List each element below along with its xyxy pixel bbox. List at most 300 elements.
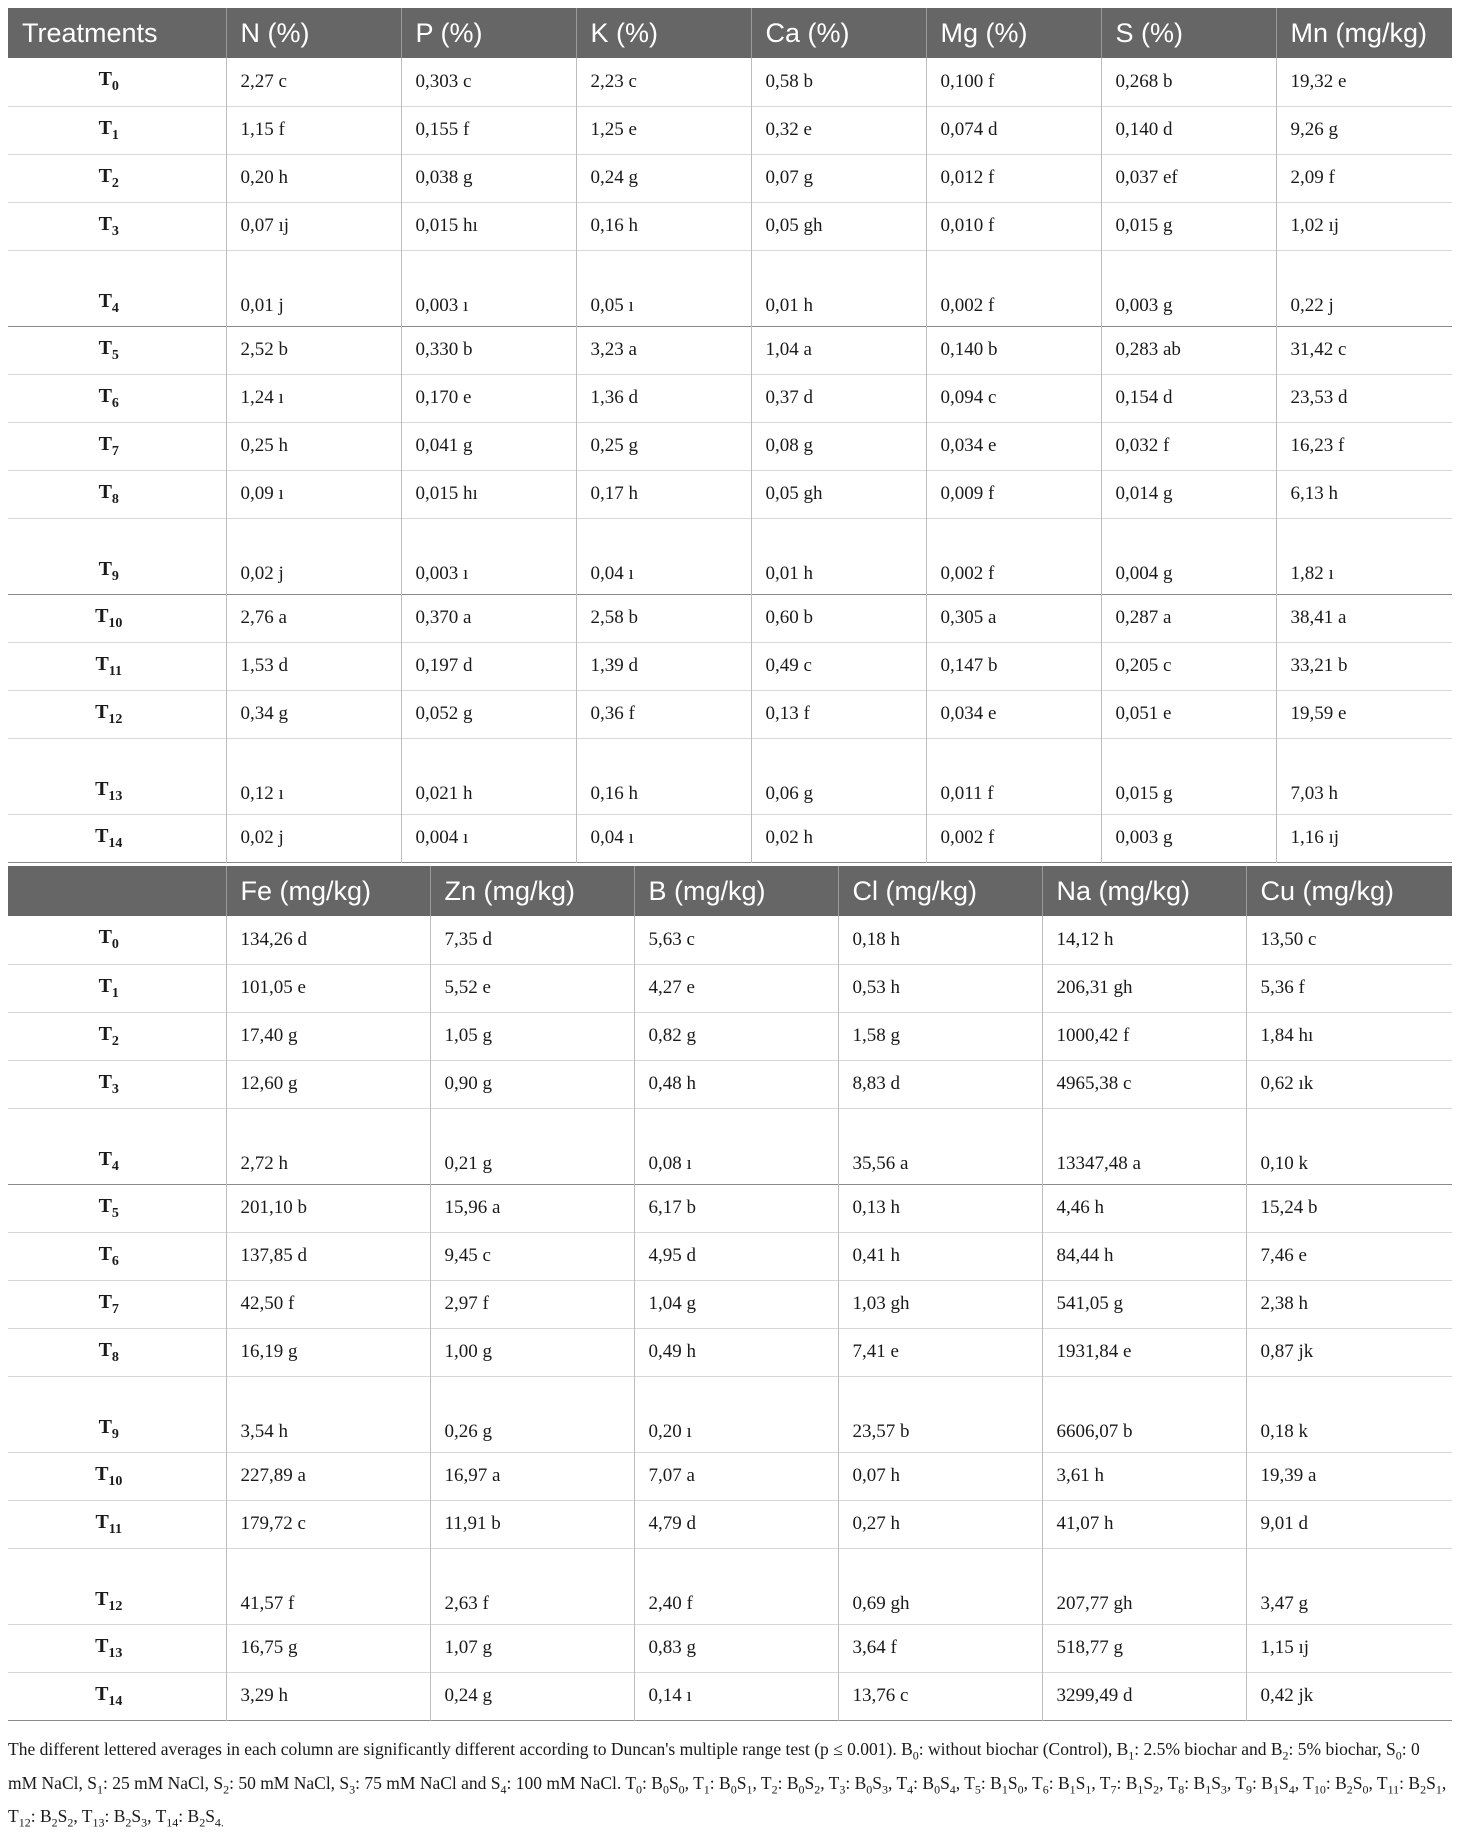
treatment-index: 13 (108, 1645, 123, 1661)
table-row (8, 916, 1452, 964)
table-cell: 0,05 gh (751, 470, 926, 518)
treatment-label (8, 916, 226, 964)
header-n: N (%) (226, 8, 401, 58)
treatment-label (8, 154, 226, 202)
treatment-index: 9 (111, 568, 119, 584)
treatment-index: 3 (111, 1081, 119, 1097)
table-cell: 0,268 b (1101, 58, 1276, 106)
table-cell: 0,60 b (751, 594, 926, 642)
footnote-subscript: 7 (1110, 1782, 1117, 1796)
treatment-index: 10 (108, 615, 123, 631)
table-cell: 19,39 a (1246, 1452, 1452, 1500)
table-cell: 0,22 j (1276, 250, 1452, 326)
treatment-letter: T (98, 926, 112, 949)
table-cell: 5,52 e (430, 964, 634, 1012)
treatment-label (8, 964, 226, 1012)
footnote-text: : B (845, 1772, 867, 1793)
treatment-label (8, 202, 226, 250)
table-cell: 1000,42 f (1042, 1012, 1246, 1060)
footnote-text: S (205, 1806, 215, 1826)
table-cell: 1,25 e (576, 106, 751, 154)
table-cell: 0,24 g (430, 1672, 634, 1720)
table-cell: 1,05 g (430, 1012, 634, 1060)
footnote-subscript: 4 (500, 1782, 507, 1796)
footnote-subscript: 9 (1246, 1782, 1253, 1796)
footnote-text: , T (888, 1772, 908, 1793)
table-cell: 0,90 g (430, 1060, 634, 1108)
table-cell: 101,05 e (226, 964, 430, 1012)
table-cell: 0,02 j (226, 814, 401, 862)
table-cell: 2,09 f (1276, 154, 1452, 202)
table-cell: 0,04 ı (576, 518, 751, 594)
table-cell: 201,10 b (226, 1184, 430, 1232)
table-cell: 0,20 h (226, 154, 401, 202)
treatment-letter: T (98, 1194, 112, 1217)
footnote-subscript: 2 (51, 1815, 58, 1830)
table-row (8, 814, 1452, 862)
table-cell: 41,07 h (1042, 1500, 1246, 1548)
header-fe: Fe (mg/kg) (226, 866, 430, 916)
footnote-subscript: 3 (839, 1782, 846, 1796)
table-cell: 0,42 jk (1246, 1672, 1452, 1720)
table-cell: 0,12 ı (226, 738, 401, 814)
table-top-header-row (8, 8, 1452, 58)
treatment-label (8, 518, 226, 594)
treatment-letter: T (98, 1338, 112, 1361)
table-cell: 7,46 e (1246, 1232, 1452, 1280)
table-cell: 13,50 c (1246, 916, 1452, 964)
table-cell: 38,41 a (1276, 594, 1452, 642)
header-k: K (%) (576, 8, 751, 58)
treatment-index: 4 (111, 300, 119, 316)
treatment-letter: T (98, 1070, 112, 1093)
header-ca: Ca (%) (751, 8, 926, 58)
footnote-subscript: 2 (223, 1782, 230, 1796)
table-cell: 7,35 d (430, 916, 634, 964)
table-cell: 0,041 g (401, 422, 576, 470)
table-cell: 0,05 gh (751, 202, 926, 250)
treatment-index: 0 (111, 937, 119, 953)
treatment-letter: T (95, 652, 109, 675)
table-cell: 2,63 f (430, 1548, 634, 1624)
table-cell: 5,36 f (1246, 964, 1452, 1012)
footnote-subscript: 0 (934, 1782, 941, 1796)
footnote-subscript: 0 (1362, 1782, 1369, 1796)
table-row (8, 470, 1452, 518)
table-cell: 9,01 d (1246, 1500, 1452, 1548)
footnote-subscript: 0 (636, 1782, 643, 1796)
table-cell: 0,36 f (576, 690, 751, 738)
treatment-label (8, 1280, 226, 1328)
footnote-subscript: 3 (349, 1782, 356, 1796)
treatment-index: 6 (111, 395, 119, 411)
table-row (8, 1232, 1452, 1280)
treatment-label (8, 374, 226, 422)
table-cell: 0,83 g (634, 1624, 838, 1672)
footnote-text: : B (709, 1772, 731, 1793)
treatment-index: 4 (111, 1158, 119, 1174)
table-cell: 19,59 e (1276, 690, 1452, 738)
table-cell: 17,40 g (226, 1012, 430, 1060)
table-cell: 0,62 ık (1246, 1060, 1452, 1108)
table-cell: 541,05 g (1042, 1280, 1246, 1328)
table-row (8, 1012, 1452, 1060)
table-cell: 0,010 f (926, 202, 1101, 250)
table-cell: 0,06 g (751, 738, 926, 814)
table-cell: 0,003 g (1101, 814, 1276, 862)
treatment-index: 7 (111, 1301, 119, 1317)
footnote-subscript: 1 (1085, 1782, 1092, 1796)
footnote-subscript: 2 (1346, 1782, 1353, 1796)
treatment-label (8, 1672, 226, 1720)
footnote-subscript: 1 (1205, 1782, 1212, 1796)
footnote-text: , T (1159, 1772, 1179, 1793)
footnote-text: : without biochar (Control), B (918, 1739, 1129, 1759)
table-cell: 0,82 g (634, 1012, 838, 1060)
table-cell: 227,89 a (226, 1452, 430, 1500)
table-cell: 0,02 j (226, 518, 401, 594)
table-cell: 1,53 d (226, 642, 401, 690)
treatment-label (8, 326, 226, 374)
footnote-text: : B (1116, 1772, 1138, 1793)
footnote-text: , T (1023, 1772, 1043, 1793)
table-row (8, 1624, 1452, 1672)
treatment-label (8, 1232, 226, 1280)
footnote-subscript: 4 (1288, 1782, 1295, 1796)
footnote-text: : B (1399, 1772, 1421, 1793)
footnote-text: S (1211, 1772, 1221, 1793)
footnote-subscript: 2 (1282, 1748, 1289, 1763)
treatment-label (8, 1328, 226, 1376)
treatment-letter: T (95, 700, 109, 723)
header-na: Na (mg/kg) (1042, 866, 1246, 916)
table-cell: 0,13 h (838, 1184, 1042, 1232)
table-row (8, 106, 1452, 154)
table-cell: 0,13 f (751, 690, 926, 738)
footnote-subscript: 13 (92, 1815, 105, 1830)
treatment-letter: T (98, 1290, 112, 1313)
table-cell: 0,003 ı (401, 250, 576, 326)
footnote-subscript: 4. (214, 1815, 224, 1830)
treatment-letter: T (98, 1242, 112, 1265)
footnote-subscript: 12 (18, 1815, 31, 1830)
table-cell: 1,15 ıj (1246, 1624, 1452, 1672)
footnote-subscript: 8 (1178, 1782, 1185, 1796)
treatment-letter: T (98, 557, 112, 580)
table-cell: 3,47 g (1246, 1548, 1452, 1624)
treatment-index: 1 (111, 127, 119, 143)
footnote-text: , T (8, 1772, 1447, 1826)
footnote-text: : B (1048, 1772, 1070, 1793)
footnote-text: , T (147, 1806, 167, 1826)
table-cell: 0,034 e (926, 690, 1101, 738)
footnote-text: : B (642, 1772, 663, 1793)
table-cell: 1,58 g (838, 1012, 1042, 1060)
footnote-subscript: 1 (746, 1782, 753, 1796)
treatment-index: 10 (108, 1473, 123, 1489)
footnote-text: S (1143, 1772, 1154, 1793)
treatment-label (8, 642, 226, 690)
footnote-subscript: 10 (1313, 1782, 1326, 1796)
table-cell: 0,170 e (401, 374, 576, 422)
table-cell: 0,25 h (226, 422, 401, 470)
table-cell: 0,01 j (226, 250, 401, 326)
table-cell: 5,63 c (634, 916, 838, 964)
footnote-text: S (736, 1772, 747, 1793)
footnote-text: : 0 mM NaCl, S (8, 1739, 1420, 1793)
table-cell: 0,015 hı (401, 470, 576, 518)
table-cell: 3,54 h (226, 1376, 430, 1452)
table-cell: 0,051 e (1101, 690, 1276, 738)
table-row (8, 422, 1452, 470)
table-cell: 0,02 h (751, 814, 926, 862)
table-cell: 0,015 g (1101, 202, 1276, 250)
footnote-subscript: 2 (125, 1815, 132, 1830)
table-cell: 13347,48 a (1042, 1108, 1246, 1184)
footnote-subscript: 2 (67, 1815, 74, 1830)
table-cell: 0,07 g (751, 154, 926, 202)
footnote-text: , T (1368, 1772, 1388, 1793)
table-cell: 0,48 h (634, 1060, 838, 1108)
table-row (8, 1108, 1452, 1184)
table-cell: 8,83 d (838, 1060, 1042, 1108)
table-cell: 0,09 ı (226, 470, 401, 518)
table-cell: 0,003 ı (401, 518, 576, 594)
table-cell: 179,72 c (226, 1500, 430, 1548)
table-top-body (8, 58, 1452, 862)
treatment-label (8, 690, 226, 738)
table-cell: 16,75 g (226, 1624, 430, 1672)
treatment-index: 14 (108, 835, 123, 851)
table-cell: 0,009 f (926, 470, 1101, 518)
treatment-letter: T (98, 116, 112, 139)
table-cell: 4,95 d (634, 1232, 838, 1280)
table-cell: 0,05 ı (576, 250, 751, 326)
table-footnote (8, 1736, 1452, 1837)
treatment-index: 7 (111, 443, 119, 459)
table-row (8, 250, 1452, 326)
table-cell: 0,021 h (401, 738, 576, 814)
footnote-subscript: 0 (1395, 1748, 1402, 1763)
table-row (8, 1548, 1452, 1624)
treatment-label (8, 1624, 226, 1672)
header-p: P (%) (401, 8, 576, 58)
table-cell: 2,52 b (226, 326, 401, 374)
treatment-letter: T (98, 974, 112, 997)
table-cell: 31,42 c (1276, 326, 1452, 374)
table-cell: 23,53 d (1276, 374, 1452, 422)
table-cell: 0,58 b (751, 58, 926, 106)
treatment-index: 13 (108, 788, 123, 804)
footnote-subscript: 3 (882, 1782, 889, 1796)
footnote-subscript: 11 (1387, 1782, 1400, 1796)
table-cell: 0,197 d (401, 642, 576, 690)
table-cell: 3,29 h (226, 1672, 430, 1720)
footnote-subscript: 3 (1220, 1782, 1227, 1796)
treatment-letter: T (95, 777, 109, 800)
table-cell: 23,57 b (838, 1376, 1042, 1452)
table-cell: 2,27 c (226, 58, 401, 106)
footnote-subscript: 1 (703, 1782, 710, 1796)
footnote-subscript: 0 (866, 1782, 873, 1796)
table-cell: 6,17 b (634, 1184, 838, 1232)
table-cell: 0,002 f (926, 814, 1101, 862)
treatment-label (8, 470, 226, 518)
table-cell: 3,64 f (838, 1624, 1042, 1672)
table-cell: 13,76 c (838, 1672, 1042, 1720)
header-zn: Zn (mg/kg) (430, 866, 634, 916)
table-row (8, 58, 1452, 106)
table-cell: 0,27 h (838, 1500, 1042, 1548)
table-cell: 6606,07 b (1042, 1376, 1246, 1452)
header-cu: Cu (mg/kg) (1246, 866, 1452, 916)
treatment-index: 11 (108, 1521, 123, 1537)
footnote-text: S (1426, 1772, 1436, 1793)
table-bottom-header-row (8, 866, 1452, 916)
footnote-text: : B (104, 1806, 126, 1826)
treatment-index: 2 (111, 175, 119, 191)
table-cell: 0,20 ı (634, 1376, 838, 1452)
table-cell: 2,76 a (226, 594, 401, 642)
header-treatments: Treatments (8, 8, 226, 58)
treatment-label (8, 1548, 226, 1624)
treatment-index: 6 (111, 1253, 119, 1269)
table-cell: 0,012 f (926, 154, 1101, 202)
treatment-label (8, 422, 226, 470)
table-cell: 15,24 b (1246, 1184, 1452, 1232)
table-cell: 0,37 d (751, 374, 926, 422)
table-cell: 0,330 b (401, 326, 576, 374)
footnote-text: : 2.5% biochar and B (1134, 1739, 1283, 1759)
treatment-index: 8 (111, 491, 119, 507)
footnote-text: , T (820, 1772, 840, 1793)
table-cell: 9,26 g (1276, 106, 1452, 154)
table-cell: 2,23 c (576, 58, 751, 106)
nutrient-table-bottom (8, 866, 1452, 1721)
table-cell: 0,004 g (1101, 518, 1276, 594)
table-cell: 0,14 ı (634, 1672, 838, 1720)
table-cell: 0,140 d (1101, 106, 1276, 154)
table-cell: 0,052 g (401, 690, 576, 738)
table-cell: 0,002 f (926, 518, 1101, 594)
footnote-subscript: 1 (1069, 1782, 1076, 1796)
table-cell: 1,82 ı (1276, 518, 1452, 594)
table-cell: 1,16 ıj (1276, 814, 1452, 862)
table-cell: 0,16 h (576, 738, 751, 814)
footnote-text: , T (1294, 1772, 1314, 1793)
table-cell: 0,08 g (751, 422, 926, 470)
treatment-index: 12 (108, 1598, 123, 1614)
table-cell: 0,49 c (751, 642, 926, 690)
table-cell: 0,014 g (1101, 470, 1276, 518)
footnote-subscript: 2 (199, 1815, 206, 1830)
treatment-letter: T (98, 480, 112, 503)
footnote-subscript: 1 (1272, 1782, 1279, 1796)
footnote-text: : 100 mM NaCl. T (506, 1772, 637, 1793)
table-cell: 35,56 a (838, 1108, 1042, 1184)
table-cell: 0,18 h (838, 916, 1042, 964)
table-row (8, 1376, 1452, 1452)
treatment-letter: T (98, 289, 112, 312)
table-cell: 6,13 h (1276, 470, 1452, 518)
treatment-letter: T (95, 824, 109, 847)
table-cell: 0,140 b (926, 326, 1101, 374)
table-cell: 0,41 h (838, 1232, 1042, 1280)
footnote-text: : 50 mM NaCl, S (229, 1772, 350, 1793)
footnote-subscript: 4 (907, 1782, 914, 1796)
treatment-index: 5 (111, 1205, 119, 1221)
treatment-label (8, 594, 226, 642)
treatment-label (8, 1376, 226, 1452)
footnote-subscript: 6 (1042, 1782, 1049, 1796)
header-s: S (%) (1101, 8, 1276, 58)
footnote-text: The different lettered averages in each column are significantly different according to Duncan's multiple range test (p ≤ 0.001). B (8, 1739, 913, 1759)
header-b: B (mg/kg) (634, 866, 838, 916)
footnote-text: : B (1252, 1772, 1273, 1793)
footnote-subscript: 0 (730, 1782, 737, 1796)
footnote-text: S (940, 1772, 950, 1793)
table-cell: 0,01 h (751, 250, 926, 326)
treatment-index: 1 (111, 985, 119, 1001)
table-cell: 0,015 g (1101, 738, 1276, 814)
table-cell: 42,50 f (226, 1280, 430, 1328)
treatment-index: 14 (108, 1693, 123, 1709)
table-row (8, 1500, 1452, 1548)
table-cell: 0,25 g (576, 422, 751, 470)
footnote-subscript: 0 (798, 1782, 805, 1796)
footnote-text: , T (1226, 1772, 1247, 1793)
table-cell: 134,26 d (226, 916, 430, 964)
footnote-text: : B (30, 1806, 52, 1826)
table-row (8, 518, 1452, 594)
table-cell: 0,094 c (926, 374, 1101, 422)
table-cell: 0,205 c (1101, 642, 1276, 690)
header-cl: Cl (mg/kg) (838, 866, 1042, 916)
footnote-text: S (1075, 1772, 1086, 1793)
treatment-label (8, 814, 226, 862)
treatment-label (8, 1452, 226, 1500)
table-row (8, 964, 1452, 1012)
table-cell: 15,96 a (430, 1184, 634, 1232)
table-cell: 1931,84 e (1042, 1328, 1246, 1376)
footnote-subscript: 2 (771, 1782, 778, 1796)
table-cell: 4,27 e (634, 964, 838, 1012)
table-cell: 0,147 b (926, 642, 1101, 690)
footnote-text: : B (777, 1772, 799, 1793)
treatment-index: 2 (111, 1033, 119, 1049)
footnote-subscript: 2 (1153, 1782, 1160, 1796)
footnote-subscript: 5 (974, 1782, 981, 1796)
table-cell: 0,370 a (401, 594, 576, 642)
table-row (8, 642, 1452, 690)
table-cell: 2,40 f (634, 1548, 838, 1624)
table-row (8, 326, 1452, 374)
table-cell: 0,034 e (926, 422, 1101, 470)
footnote-subscript: 1 (96, 1782, 103, 1796)
table-row (8, 1060, 1452, 1108)
table-cell: 16,97 a (430, 1452, 634, 1500)
treatment-letter: T (98, 212, 112, 235)
table-cell: 0,037 ef (1101, 154, 1276, 202)
treatment-index: 0 (111, 79, 119, 95)
table-row (8, 1452, 1452, 1500)
footnote-text: : 25 mM NaCl, S (102, 1772, 224, 1793)
table-cell: 2,97 f (430, 1280, 634, 1328)
table-cell: 9,45 c (430, 1232, 634, 1280)
table-row (8, 1672, 1452, 1720)
table-cell: 11,91 b (430, 1500, 634, 1548)
treatment-letter: T (95, 1587, 109, 1610)
